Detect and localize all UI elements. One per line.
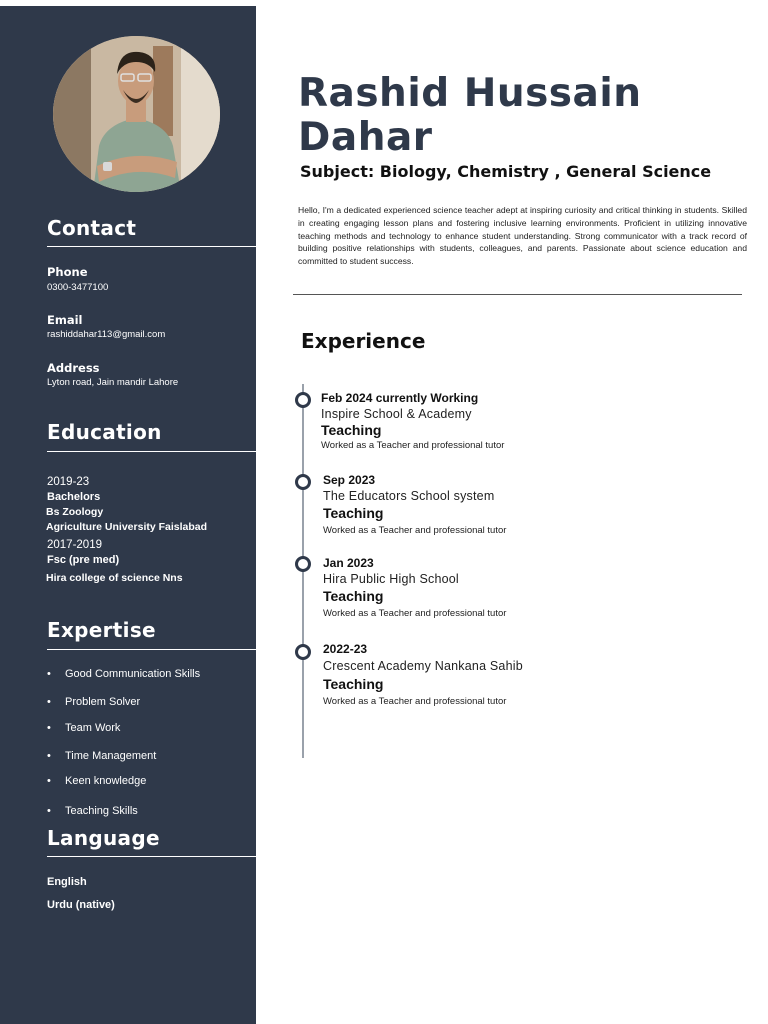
profile-summary: Hello, I'm a dedicated experienced science teacher adept at inspiring curiosity and critical thinking in students. Skilled in creating engaging lesson plans and fostering inclusive learning environments. Proficient in utilizing innovative teaching methods and technology to enhance student understanding. Strong communicator with a track record of building positive relationships with students, colleagues, and parents. Passionate about science education and committed to student success. (298, 205, 747, 267)
education-years: 2019-23 (47, 476, 90, 488)
experience-role: Teaching (323, 588, 384, 604)
education-divider (47, 451, 256, 452)
skill-item (47, 775, 146, 787)
skill-item (47, 805, 138, 817)
skill-item (47, 750, 156, 762)
expertise-divider (47, 649, 256, 650)
experience-description: Worked as a Teacher and professional tutor (321, 440, 505, 451)
language-item: Urdu (native) (47, 899, 115, 911)
profile-photo (53, 36, 220, 192)
name-line-1: Rashid Hussain (298, 71, 642, 116)
experience-description: Worked as a Teacher and professional tutor (323, 608, 507, 619)
contact-heading: Contact (47, 216, 137, 240)
skill-label: Time Management (65, 750, 157, 762)
skill-item (47, 668, 200, 680)
timeline-dot-icon (295, 392, 311, 408)
bullet-icon: • (47, 775, 51, 787)
bullet-icon: • (47, 722, 51, 734)
expertise-heading: Expertise (47, 618, 156, 642)
sidebar (0, 6, 256, 1024)
phone-value: 0300-3477100 (47, 282, 109, 293)
skill-label: Team Work (65, 722, 121, 734)
address-label: Address (47, 361, 100, 375)
education-years: 2017-2019 (47, 539, 102, 551)
education-degree: Bachelors (47, 491, 101, 503)
experience-role: Teaching (323, 505, 384, 521)
skill-item (47, 696, 140, 708)
experience-date: Sep 2023 (323, 473, 376, 487)
phone-label: Phone (47, 265, 88, 279)
language-heading: Language (47, 826, 160, 850)
bullet-icon: • (47, 805, 51, 817)
candidate-name (298, 72, 738, 160)
education-field: Bs Zoology (46, 506, 104, 518)
education-heading: Education (47, 420, 162, 444)
education-degree: Fsc (pre med) (47, 554, 120, 566)
timeline-dot-icon (295, 644, 311, 660)
experience-heading: Experience (301, 329, 426, 353)
skill-label: Keen knowledge (65, 775, 147, 787)
language-item: English (47, 876, 87, 888)
experience-role: Teaching (321, 422, 382, 438)
experience-organization: Inspire School & Academy (321, 407, 472, 421)
email-value[interactable]: rashiddahar113@gmail.com (47, 329, 166, 340)
bullet-icon: • (47, 668, 51, 680)
experience-date: Feb 2024 currently Working (321, 391, 479, 405)
language-divider (47, 856, 256, 857)
summary-divider (293, 294, 742, 295)
skill-item (47, 722, 120, 734)
experience-organization: Hira Public High School (323, 572, 459, 586)
experience-description: Worked as a Teacher and professional tutor (323, 525, 507, 536)
experience-organization: Crescent Academy Nankana Sahib (323, 659, 523, 673)
experience-date: Jan 2023 (323, 556, 374, 570)
education-institution: Hira college of science Nns (46, 572, 183, 584)
timeline-dot-icon (295, 556, 311, 572)
address-value: Lyton road, Jain mandir Lahore (47, 377, 179, 388)
timeline-dot-icon (295, 474, 311, 490)
contact-divider (47, 246, 256, 247)
skill-label: Good Communication Skills (65, 668, 201, 680)
bullet-icon: • (47, 750, 51, 762)
bullet-icon: • (47, 696, 51, 708)
education-institution: Agriculture University Faislabad (46, 521, 208, 533)
skill-label: Teaching Skills (65, 805, 138, 817)
experience-date: 2022-23 (323, 642, 368, 656)
subject-line: Subject: Biology, Chemistry , General Science (300, 162, 712, 181)
experience-organization: The Educators School system (323, 489, 495, 503)
email-label: Email (47, 313, 83, 327)
experience-description: Worked as a Teacher and professional tutor (323, 696, 507, 707)
skill-label: Problem Solver (65, 696, 141, 708)
name-line-2: Dahar (298, 115, 433, 160)
profile-photo-illustration (53, 36, 220, 192)
experience-role: Teaching (323, 676, 384, 692)
